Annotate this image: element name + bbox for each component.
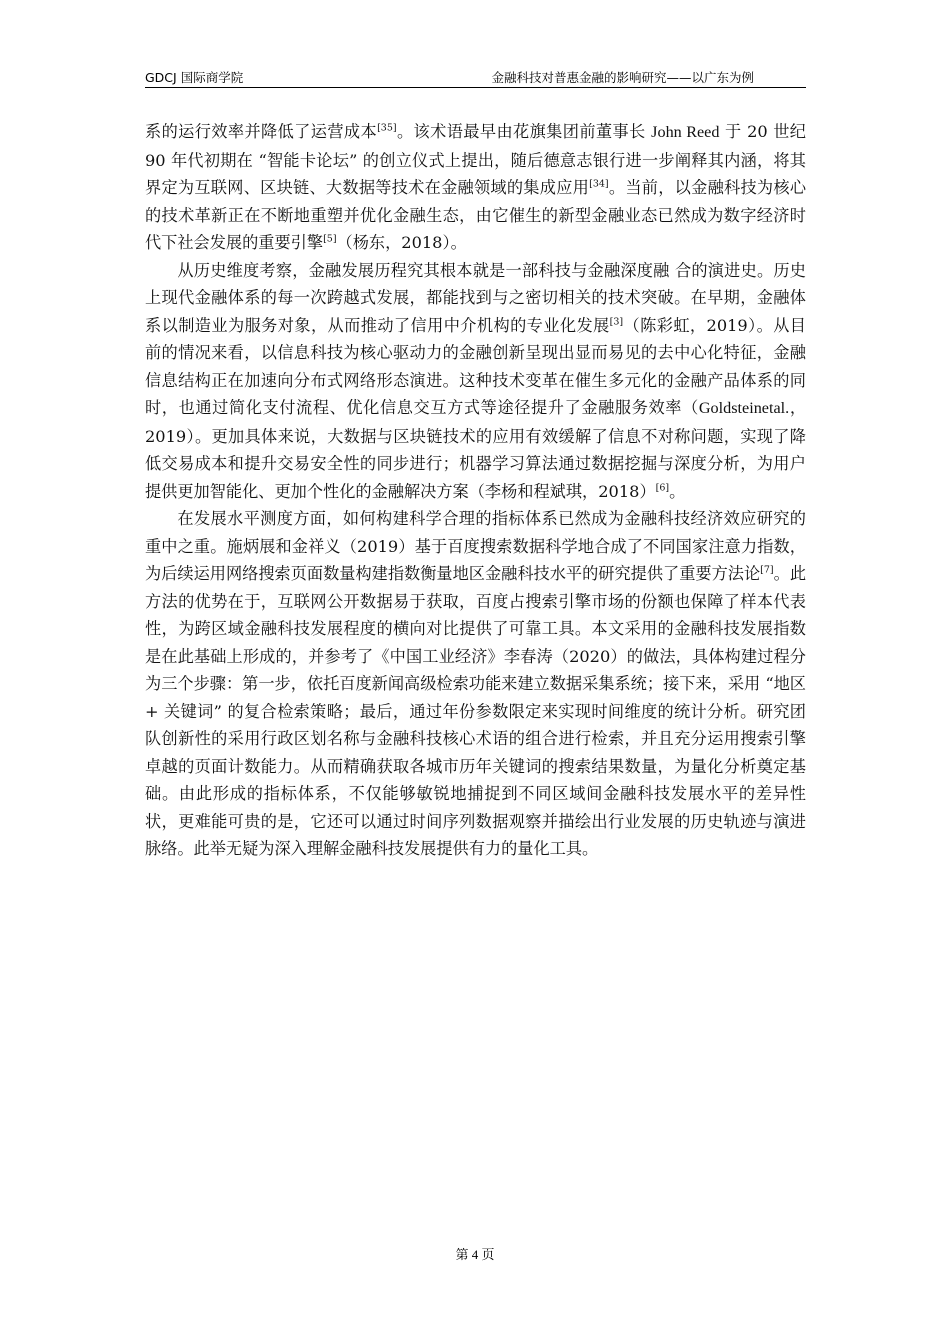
text-segment: 。此方法的优势在于，互联网公开数据易于获取，百度占搜索引擎市场的份额也保障了样本代表性，为跨区域金融科技发展程度的横向对比提供了可靠工具。本文采用的金融科技发展指数是在此基础上形成的，并参考了《中国工业经济》李春涛（2020）的做法，具体构建过程分为三个步骤：第一步，依托百度新闻高级检索功能来建立数据采集系统；接下来，采用 “地区 + 关键词” 的复合检索策略；最后，通过年份参数限定来实现时间维度的统计分析。研究团队创新性的采用行政区划名称与金融科技核心术语的组合进行检索，并且充分运用搜索引擎卓越的页面计数能力。从而精确获取各城市历年关键词的搜索结果数量，为量化分析奠定基础。由此形成的指标体系，不仅能够敏锐地捕捉到不同区域间金融科技发展水平的差异性状，更难能可贵的是，它还可以通过时间序列数据观察并描绘出行业发展的历史轨迹与演进脉络。此举无疑为深入理解金融科技发展提供有力的量化工具。	[145, 564, 807, 858]
text-segment: 。该术语最早由花旗集团前董事长	[396, 122, 652, 141]
page-header	[145, 68, 806, 86]
text-segment: 。	[669, 481, 686, 501]
text-segment: （杨东，2018）。	[336, 233, 467, 252]
paragraph-2	[145, 257, 806, 506]
citation-ref: [7]	[760, 564, 774, 576]
body-text	[145, 118, 806, 863]
text-segment: 在发展水平测度方面，如何构建科学合理的指标体系已然成为金融科技经济效应研究的重中之重。施炳展和金祥义（2019）基于百度搜索数据科学地合成了不同国家注意力指数，为后续运用网络搜索页面数量构建指数衡量地区金融科技水平的研究提供了重要方法论	[145, 509, 806, 583]
citation-ref: [5]	[323, 233, 337, 245]
latin-term: John Reed	[651, 123, 720, 141]
text-segment: 从历史维度考察，金融发展历程究其根本就是一部科技与金融深度融 合的演进史。历史上现代金融体系的每一次跨越式发展，都能找到与之密切相关的技术突破。在早期，金融体系以制造业为服务对象，从而推动了信用中介机构的专业化发展	[145, 260, 806, 335]
paragraph-1	[145, 118, 806, 257]
citation-ref: [34]	[589, 178, 609, 190]
paragraph-3	[145, 505, 806, 863]
page-number: 第 4 页	[455, 1247, 495, 1262]
text-segment: 系的运行效率并降低了运营成本	[145, 122, 378, 141]
citation-ref: [6]	[655, 482, 670, 494]
text-segment: 。当前，以金融科技为核心的技术革新正在不断地重塑并优化金融生态，由它催生的新型金融业态已然成为数字经济时代下社会发展的重要引擎	[145, 178, 807, 252]
citation-ref: [3]	[609, 316, 624, 328]
text-segment: ，2019）。更加具体来说，大数据与区块链技术的应用有效缓解了信息不对称问题，实现了降低交易成本和提升交易安全性的同步进行；机器学习算法通过数据挖掘与深度分析，为用户提供更加智能化、更加个性化的金融解决方案（李杨和程斌琪，2018）	[145, 398, 807, 501]
header-title: 金融科技对普惠金融的影响研究——以广东为例	[491, 70, 754, 85]
text-segment: （陈彩虹，2019）。从目前的情况来看，以信息科技为核心驱动力的金融创新呈现出显而易见的去中心化特征，金融信息结构正在加速向分布式网络形态演进。这种技术变革在催生多元化的金融产品体系的同时，也通过简化支付流程、优化信息交互方式等途径提升了金融服务效率（	[145, 315, 806, 417]
latin-term: Goldsteinetal.	[698, 399, 790, 417]
text-segment: 于 20 世纪 90 年代初期在 “智能卡论坛” 的创立仪式上提出，随后德意志银行进一步阐释其内涵，将其界定为互联网、区块链、大数据等技术在金融领域的集成应用	[145, 122, 806, 197]
header-rule	[145, 87, 806, 88]
citation-ref: [35]	[377, 122, 397, 134]
header-institution: GDCJ 国际商学院	[145, 70, 244, 85]
